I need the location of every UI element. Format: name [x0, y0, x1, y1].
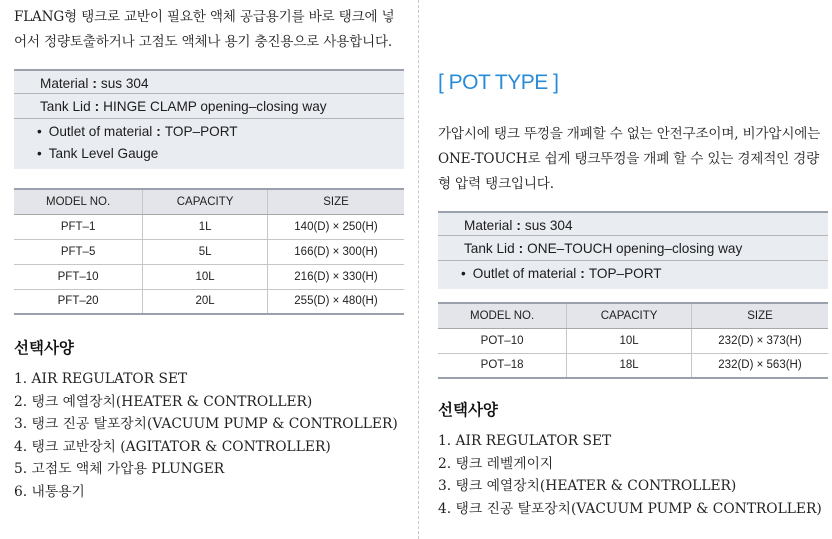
- cell-size: 255(D) × 480(H): [267, 289, 404, 314]
- cell-capacity: 18L: [567, 353, 692, 378]
- header-capacity: CAPACITY: [567, 303, 692, 328]
- spec-bullets: [438, 261, 828, 289]
- spec-outlet-value: TOP–PORT: [588, 266, 662, 281]
- pot-type-title: [ POT TYPE ]: [438, 71, 559, 94]
- pot-type-section: [438, 0, 828, 520]
- pot-model-table: [438, 302, 828, 379]
- header-model: MODEL NO.: [438, 303, 567, 328]
- spec-material-label: Material: [464, 218, 513, 233]
- cell-size: 140(D) × 250(H): [267, 214, 404, 239]
- options-list: [14, 368, 404, 503]
- options-list: [438, 430, 828, 520]
- spec-bullets: [14, 119, 404, 169]
- table-row: [438, 328, 828, 353]
- spec-material-value: sus 304: [100, 76, 149, 91]
- spec-tank-lid-value: HINGE CLAMP opening–closing way: [103, 99, 327, 114]
- spec-bullet-level-gauge: [37, 143, 404, 165]
- cell-model: PFT–10: [14, 264, 143, 289]
- cell-size: 232(D) × 373(H): [691, 328, 828, 353]
- table-row: [438, 353, 828, 378]
- list-item: 5. 고점도 액체 가압용 PLUNGER: [14, 461, 225, 477]
- flange-type-section: [14, 0, 404, 503]
- header-capacity: CAPACITY: [143, 189, 268, 214]
- spec-outlet-label: Outlet of material: [48, 124, 153, 139]
- spec-tank-lid-label: Tank Lid: [40, 99, 91, 114]
- list-item: 3. 탱크 진공 탈포장치(VACUUM PUMP & CONTROLLER): [14, 416, 398, 432]
- cell-model: POT–10: [438, 328, 567, 353]
- cell-size: 216(D) × 330(H): [267, 264, 404, 289]
- cell-capacity: 5L: [143, 239, 268, 264]
- spec-material: Material : sus 304: [14, 69, 404, 94]
- cell-capacity: 1L: [143, 214, 268, 239]
- table-row: [14, 239, 404, 264]
- spec-tank-lid-label: Tank Lid: [464, 241, 515, 256]
- list-item: 2. 탱크 예열장치(HEATER & CONTROLLER): [14, 393, 313, 410]
- cell-size: 166(D) × 300(H): [267, 239, 404, 264]
- options-title: 선택사양: [14, 340, 74, 357]
- pot-intro: 가압시에 탱크 뚜껑을 개폐할 수 없는 안전구조이며, 비가압시에는 ONE-TOUCH로 쉽게 탱크뚜껑을 개폐 할 수 있는 경제적인 경량형 압력 탱크입니다.: [438, 126, 821, 192]
- pot-spec-box: [438, 211, 828, 289]
- header-model: MODEL NO.: [14, 189, 143, 214]
- list-item: 1. AIR REGULATOR SET: [14, 371, 188, 387]
- spec-tank-lid-value: ONE–TOUCH opening–closing way: [527, 241, 743, 256]
- cell-capacity: 10L: [143, 264, 268, 289]
- spec-level-gauge-label: Tank Level Gauge: [48, 146, 159, 161]
- table-header-row: [14, 189, 404, 214]
- cell-model: POT–18: [438, 353, 567, 378]
- list-item: 6. 내통용기: [14, 483, 85, 500]
- list-item: 1. AIR REGULATOR SET: [438, 433, 612, 449]
- cell-model: PFT–5: [14, 239, 143, 264]
- table-row: [14, 264, 404, 289]
- spec-tank-lid: Tank Lid : HINGE CLAMP opening–closing way: [14, 94, 404, 119]
- spec-outlet-value: TOP–PORT: [164, 124, 238, 139]
- list-item: 4. 탱크 진공 탈포장치(VACUUM PUMP & CONTROLLER): [438, 500, 822, 517]
- spec-bullet-outlet: • Outlet of material : TOP–PORT: [461, 263, 828, 285]
- spec-tank-lid: Tank Lid : ONE–TOUCH opening–closing way: [438, 236, 828, 261]
- header-size: SIZE: [267, 189, 404, 214]
- spec-material-value: sus 304: [524, 218, 573, 233]
- cell-size: 232(D) × 563(H): [691, 353, 828, 378]
- spec-bullet-outlet: • Outlet of material : TOP–PORT: [37, 121, 404, 143]
- spec-material-label: Material: [40, 76, 89, 91]
- cell-capacity: 20L: [143, 289, 268, 314]
- list-item: 3. 탱크 예열장치(HEATER & CONTROLLER): [438, 478, 737, 494]
- list-item: 4. 탱크 교반장치 (AGITATOR & CONTROLLER): [14, 438, 331, 455]
- cell-capacity: 10L: [567, 328, 692, 353]
- flange-model-table: [14, 188, 404, 315]
- cell-model: PFT–20: [14, 289, 143, 314]
- flange-spec-box: [14, 69, 404, 169]
- table-row: [14, 214, 404, 239]
- spec-material: Material : sus 304: [438, 211, 828, 236]
- table-header-row: [438, 303, 828, 328]
- table-row: [14, 289, 404, 314]
- spec-outlet-label: Outlet of material: [472, 266, 577, 281]
- options-title: 선택사양: [438, 402, 498, 419]
- cell-model: PFT–1: [14, 214, 143, 239]
- column-divider: [418, 0, 419, 539]
- flange-intro: FLANG형 탱크로 교반이 필요한 액체 공급용기를 바로 탱크에 넣어서 정량토출하거나 고점도 액체나 용기 충진용으로 사용합니다.: [14, 9, 395, 50]
- header-size: SIZE: [691, 303, 828, 328]
- list-item: 2. 탱크 레벨게이지: [438, 455, 554, 472]
